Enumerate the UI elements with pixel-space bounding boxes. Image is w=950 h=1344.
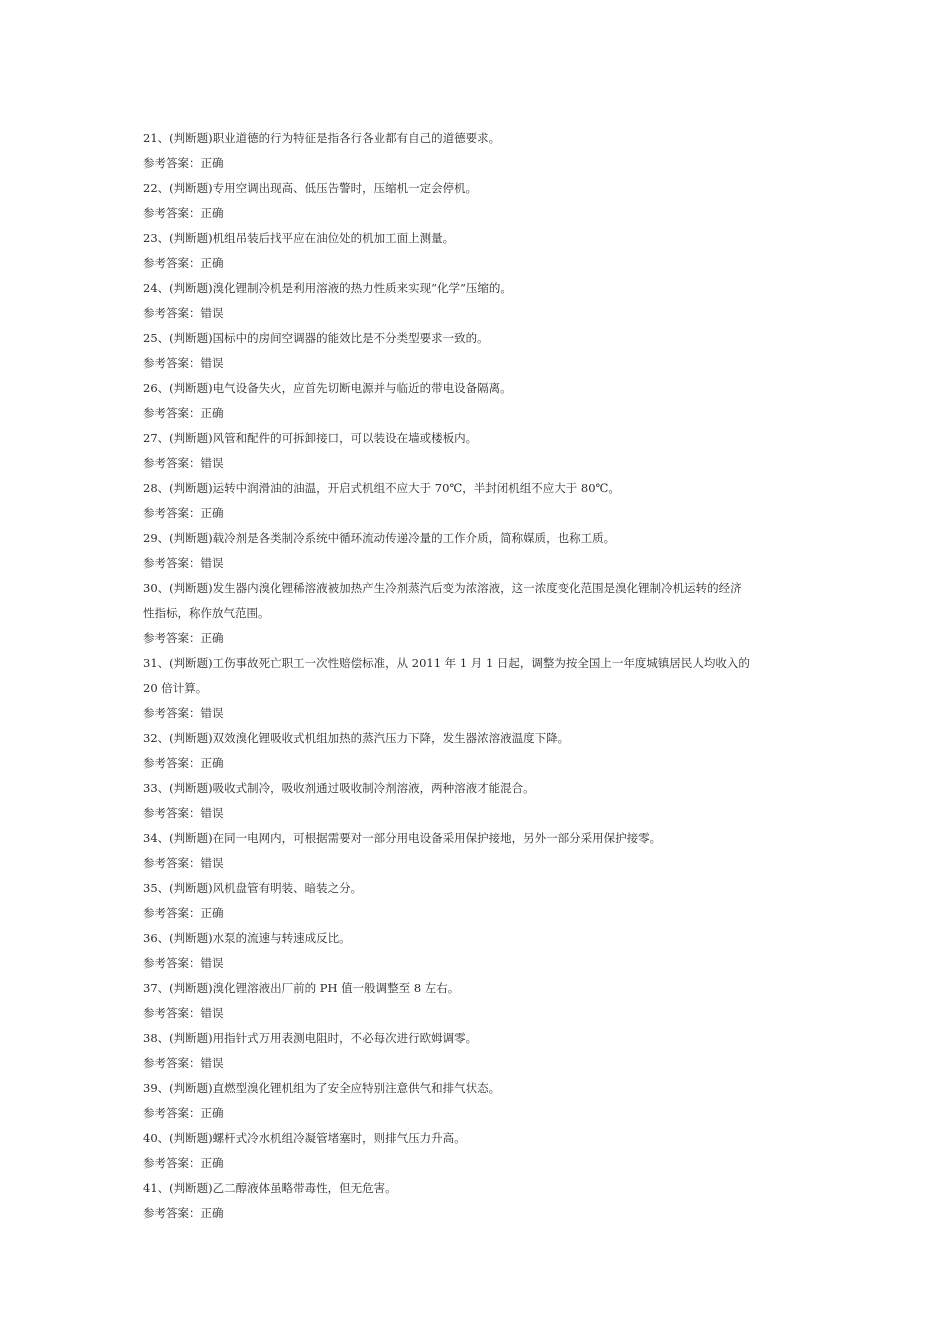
question-text: 29、(判断题)载冷剂是各类制冷系统中循环流动传递冷量的工作介质，简称媒质，也称工质。 [143,531,616,545]
question-text: 27、(判断题)风管和配件的可拆卸接口，可以装设在墙或楼板内。 [143,431,478,445]
question-text-line-1: 30、(判断题)发生器内溴化锂稀溶液被加热产生冷剂蒸汽后变为浓溶液，这一浓度变化范围是溴化锂制冷机运转的经济 [143,581,742,595]
answer-line [143,401,811,426]
answer-label: 参考答案： [143,706,201,720]
answer-label: 参考答案： [143,406,201,420]
question-text: 40、(判断题)螺杆式冷水机组冷凝管堵塞时，则排气压力升高。 [143,1131,466,1145]
question-text: 22、(判断题)专用空调出现高、低压告警时，压缩机一定会停机。 [143,181,478,195]
question-30 [143,576,811,651]
answer-line [143,626,811,651]
answer-line [143,151,811,176]
answer-label: 参考答案： [143,206,201,220]
question-23 [143,226,811,276]
answer-line [143,751,811,776]
question-21 [143,126,811,176]
question-text: 26、(判断题)电气设备失火，应首先切断电源并与临近的带电设备隔离。 [143,381,512,395]
question-39 [143,1076,811,1126]
question-32 [143,726,811,776]
question-35 [143,876,811,926]
answer-line [143,451,811,476]
answer-value: 错误 [200,956,224,970]
question-26 [143,376,811,426]
answer-line [143,801,811,826]
answer-value: 正确 [200,631,224,645]
answer-label: 参考答案： [143,1156,201,1170]
answer-label: 参考答案： [143,906,201,920]
question-text: 39、(判断题)直燃型溴化锂机组为了安全应特别注意供气和排气状态。 [143,1081,501,1095]
answer-value: 正确 [200,1206,224,1220]
question-28 [143,476,811,526]
answer-line [143,851,811,876]
question-text: 35、(判断题)风机盘管有明装、暗装之分。 [143,881,363,895]
answer-value: 正确 [200,756,224,770]
answer-label: 参考答案： [143,631,201,645]
answer-value: 错误 [200,556,224,570]
answer-label: 参考答案： [143,756,201,770]
question-text: 38、(判断题)用指针式万用表测电阻时，不必每次进行欧姆调零。 [143,1031,478,1045]
question-38 [143,1026,811,1076]
answer-label: 参考答案： [143,506,201,520]
answer-value: 错误 [200,706,224,720]
answer-line [143,1001,811,1026]
question-text-line-1: 31、(判断题)工伤事故死亡职工一次性赔偿标准，从 2011 年 1 月 1 日起，调整为按全国上一年度城镇居民人均收入的 [143,656,750,670]
answer-line [143,701,811,726]
answer-value: 错误 [200,306,224,320]
question-text: 24、(判断题)溴化锂制冷机是利用溶液的热力性质来实现“化学”压缩的。 [143,281,512,295]
answer-label: 参考答案： [143,806,201,820]
answer-line [143,1151,811,1176]
answer-line [143,201,811,226]
question-31 [143,651,811,726]
question-37 [143,976,811,1026]
question-text-line-2: 20 倍计算。 [143,681,208,695]
answer-value: 正确 [200,156,224,170]
answer-label: 参考答案： [143,1006,201,1020]
question-41 [143,1176,811,1226]
answer-value: 正确 [200,256,224,270]
question-40 [143,1126,811,1176]
answer-value: 错误 [200,1006,224,1020]
question-34 [143,826,811,876]
answer-label: 参考答案： [143,1106,201,1120]
document-page [143,126,811,1226]
question-22 [143,176,811,226]
answer-line [143,1101,811,1126]
answer-line [143,501,811,526]
question-text: 34、(判断题)在同一电网内，可根据需要对一部分用电设备采用保护接地，另外一部分采用保护接零。 [143,831,662,845]
answer-value: 错误 [200,456,224,470]
answer-line [143,951,811,976]
answer-line [143,901,811,926]
question-text: 25、(判断题)国标中的房间空调器的能效比是不分类型要求一致的。 [143,331,489,345]
question-29 [143,526,811,576]
question-text: 37、(判断题)溴化锂溶液出厂前的 PH 值一般调整至 8 左右。 [143,981,460,995]
answer-line [143,351,811,376]
question-text: 33、(判断题)吸收式制冷，吸收剂通过吸收制冷剂溶液，两种溶液才能混合。 [143,781,535,795]
answer-label: 参考答案： [143,306,201,320]
answer-label: 参考答案： [143,1206,201,1220]
answer-line [143,251,811,276]
question-25 [143,326,811,376]
answer-value: 错误 [200,1056,224,1070]
answer-label: 参考答案： [143,256,201,270]
answer-value: 正确 [200,1106,224,1120]
answer-line [143,1051,811,1076]
question-text: 41、(判断题)乙二醇液体虽略带毒性，但无危害。 [143,1181,397,1195]
question-text: 21、(判断题)职业道德的行为特征是指各行各业都有自己的道德要求。 [143,131,501,145]
question-33 [143,776,811,826]
answer-value: 正确 [200,906,224,920]
answer-value: 正确 [200,1156,224,1170]
answer-label: 参考答案： [143,956,201,970]
answer-value: 错误 [200,356,224,370]
question-text-line-2: 性指标，称作放气范围。 [143,606,270,620]
question-text: 36、(判断题)水泵的流速与转速成反比。 [143,931,351,945]
answer-label: 参考答案： [143,456,201,470]
question-36 [143,926,811,976]
answer-value: 正确 [200,206,224,220]
answer-line [143,301,811,326]
answer-value: 正确 [200,406,224,420]
question-text: 23、(判断题)机组吊装后找平应在油位处的机加工面上测量。 [143,231,455,245]
answer-label: 参考答案： [143,856,201,870]
answer-label: 参考答案： [143,1056,201,1070]
answer-label: 参考答案： [143,156,201,170]
question-24 [143,276,811,326]
question-27 [143,426,811,476]
answer-label: 参考答案： [143,356,201,370]
question-text: 32、(判断题)双效溴化锂吸收式机组加热的蒸汽压力下降，发生器浓溶液温度下降。 [143,731,570,745]
answer-value: 错误 [200,806,224,820]
answer-value: 错误 [200,856,224,870]
answer-line [143,1201,811,1226]
answer-line [143,551,811,576]
answer-label: 参考答案： [143,556,201,570]
question-text: 28、(判断题)运转中润滑油的油温，开启式机组不应大于 70℃，半封闭机组不应大于 80℃。 [143,481,620,495]
answer-value: 正确 [200,506,224,520]
